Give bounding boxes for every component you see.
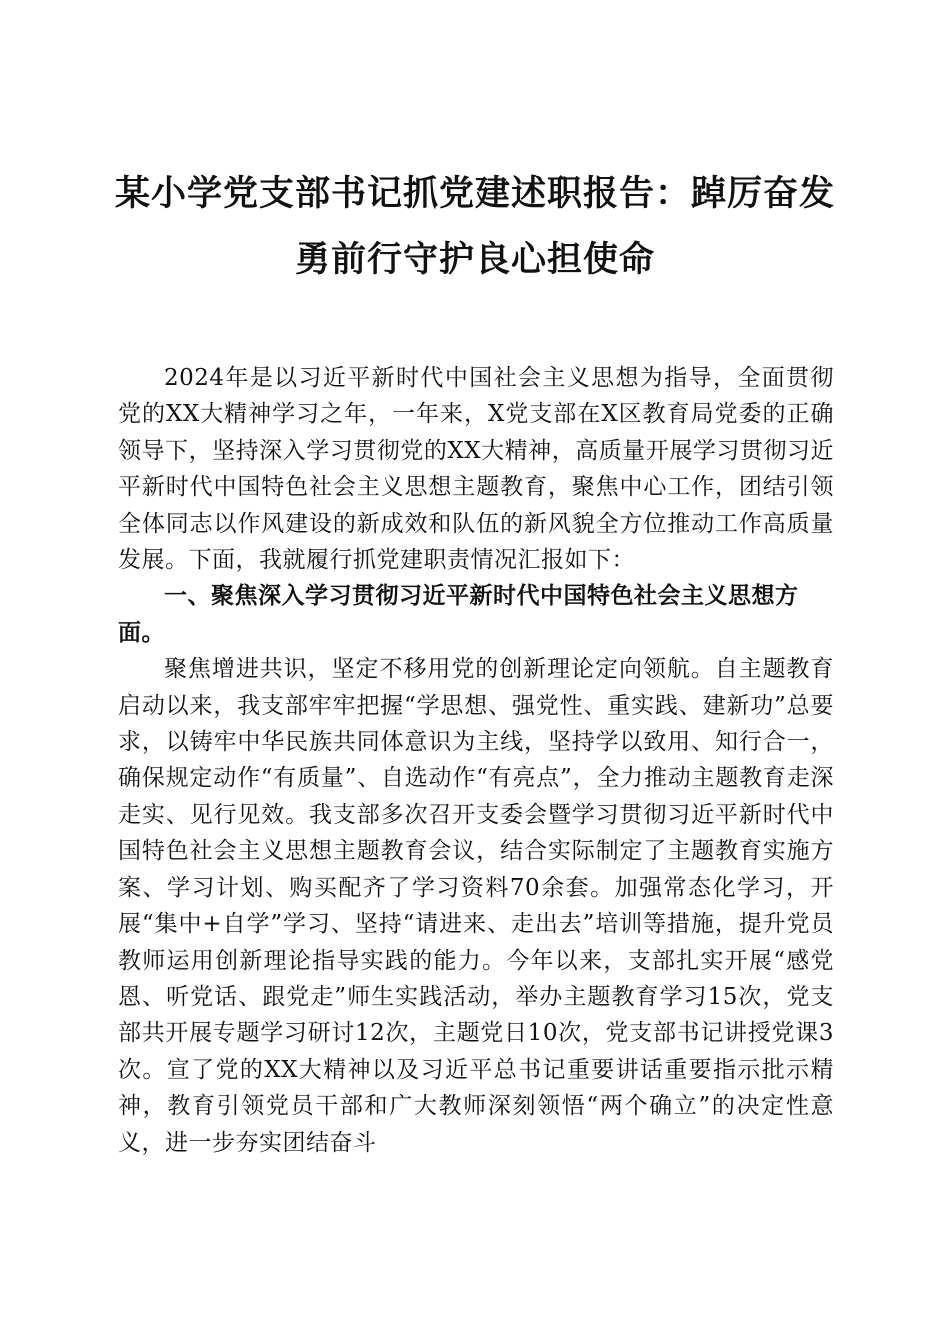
intro-paragraph: 2024年是以习近平新时代中国社会主义思想为指导，全面贯彻党的XX大精神学习之年，一年来，X党支部在X区教育局党委的正确领导下，坚持深入学习贯彻党的XX大精神，高质量开展学习贯彻习近平新时代中国特色社会主义思想主题教育，聚焦中心工作，团结引领全体同志以作风建设的新成效和队伍的新风貌全方位推动工作高质量发展。下面，我就履行抓党建职责情况汇报如下： [118,365,834,574]
section-heading-1: 一、聚焦深入学习贯彻习近平新时代中国特色社会主义思想方面。 [118,583,799,646]
document-title-line-2: 勇前行守护良心担使命 [294,239,655,280]
document-body [118,360,834,1161]
document-title-line-1: 某小学党支部书记抓党建述职报告：踔厉奋发 [114,173,835,214]
section-1-paragraph: 聚焦增进共识，坚定不移用党的创新理论定向领航。自主题教育启动以来，我支部牢牢把握“学思想、强党性、重实践、建新功”总要求，以铸牢中华民族共同体意识为主线，坚持学以致用、知行合一，确保规定动作“有质量”、自选动作“有亮点”，全力推动主题教育走深走实、见行见效。我支部多次召开支委会暨学习贯彻习近平新时代中国特色社会主义思想主题教育会议，结合实际制定了主题教育实施方案、学习计划、购买配齐了学习资料70余套。加强常态化学习，开展“集中+自学”学习、坚持“请进来、走出去”培训等措施，提升党员教师运用创新理论指导实践的能力。今年以来，支部扎实开展“感党恩、听党话、跟党走”师生实践活动，举办主题教育学习15次，党支部共开展专题学习研讨12次，主题党日10次，党支部书记讲授党课3次。宣了党的XX大精神以及习近平总书记重要讲话重要指示批示精神，教育引领党员干部和广大教师深刻领悟“两个确立”的决定性意义，进一步夯实团结奋斗 [118,656,834,1156]
